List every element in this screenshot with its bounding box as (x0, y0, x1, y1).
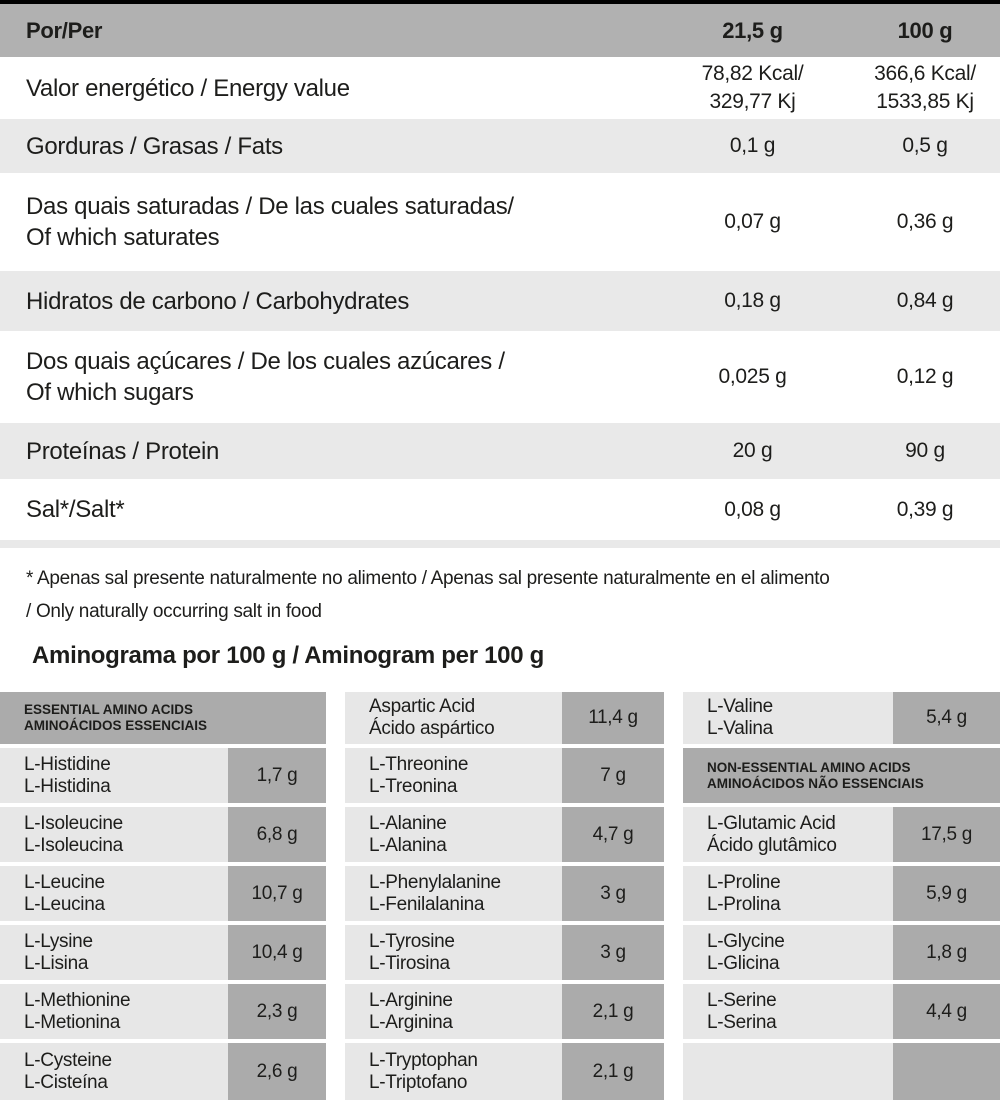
amino-name-cell: L-Arginine L-Arginina (345, 984, 562, 1039)
value-cell: 0,39 g (896, 497, 954, 521)
value-cell: 0,025 g (718, 365, 787, 388)
amino-name-cell: L-Glutamic Acid Ácido glutâmico (683, 807, 893, 862)
amino-name-cell: L-Serine L-Serina (683, 984, 893, 1039)
amino-value-cell: 1,8 g (893, 925, 1000, 980)
amino-value-cell: 2,1 g (562, 984, 664, 1039)
header-label-text: Por/Per (26, 18, 103, 43)
amino-name-cell: Aspartic Acid Ácido aspártico (345, 692, 562, 744)
table-row-energy (0, 57, 1000, 119)
amino-name-cell: L-Alanine L-Alanina (345, 807, 562, 862)
amino-value-cell: 2,6 g (228, 1043, 326, 1100)
table-row-protein (0, 423, 1000, 479)
row-label: Sal*/Salt* (26, 496, 125, 523)
table-row-salt (0, 479, 1000, 540)
value-cell: 90 g (905, 439, 945, 462)
aminogram-table (0, 692, 1000, 1100)
amino-value-cell: 4,7 g (562, 807, 664, 862)
amino-value-cell: 7 g (562, 748, 664, 803)
amino-value-cell: 11,4 g (562, 692, 664, 744)
amino-header-non-essential: NON-ESSENTIAL AMINO ACIDS AMINOÁCIDOS NÃO ESSENCIAIS (683, 748, 1000, 803)
amino-value-cell: 10,7 g (228, 866, 326, 921)
row-label: Valor energético / Energy value (26, 74, 350, 102)
amino-name-cell: L-Isoleucine L-Isoleucina (0, 807, 228, 862)
amino-value-cell: 5,9 g (893, 866, 1000, 921)
value-cell: 0,1 g (729, 134, 776, 157)
amino-name-cell: L-Proline L-Prolina (683, 866, 893, 921)
amino-group-non-essential (683, 692, 1000, 1100)
value-cell: 0,5 g (902, 134, 948, 157)
amino-group-middle (345, 692, 664, 1100)
amino-empty-value-cell (893, 1043, 1000, 1100)
row-label: Dos quais açúcares / De los cuales azúcares / Of which sugars (26, 348, 505, 406)
salt-footnote: * Apenas sal presente naturalmente no alimento / Apenas sal presente naturalmente en el alimento / Only naturally occurring salt in food (26, 568, 830, 622)
table-bottom-stripe (0, 540, 1000, 548)
table-row-carbohydrates (0, 271, 1000, 331)
value-cell: 78,82 Kcal/ 329,77 Kj (701, 62, 804, 113)
amino-name-cell: L-Glycine L-Glicina (683, 925, 893, 980)
value-cell: 0,08 g (724, 497, 781, 521)
header-col-100g: 100 g (897, 17, 953, 43)
table-row-fats (0, 119, 1000, 173)
header-col-21-5g: 21,5 g (722, 17, 783, 43)
amino-value-cell: 3 g (562, 866, 664, 921)
header-label (0, 4, 655, 57)
row-label: Das quais saturadas / De las cuales saturadas/ Of which saturates (26, 193, 514, 251)
nutrition-table (0, 4, 1000, 548)
table-row-sugars (0, 331, 1000, 423)
amino-name-cell: L-Valine L-Valina (683, 692, 893, 744)
amino-value-cell: 2,1 g (562, 1043, 664, 1100)
amino-name-cell: L-Tryptophan L-Triptofano (345, 1043, 562, 1100)
row-label: Gorduras / Grasas / Fats (26, 132, 283, 160)
table-header-row (0, 4, 1000, 57)
amino-name-cell: L-Phenylalanine L-Fenilalanina (345, 866, 562, 921)
row-label: Proteínas / Protein (26, 437, 220, 465)
amino-value-cell: 6,8 g (228, 807, 326, 862)
amino-name-cell: L-Methionine L-Metionina (0, 984, 228, 1039)
aminogram-title: Aminograma por 100 g / Aminogram per 100 g (32, 642, 544, 669)
amino-name-cell: L-Lysine L-Lisina (0, 925, 228, 980)
amino-name-cell: L-Histidine L-Histidina (0, 748, 228, 803)
amino-value-cell: 17,5 g (893, 807, 1000, 862)
amino-name-cell: L-Leucine L-Leucina (0, 866, 228, 921)
amino-value-cell: 2,3 g (228, 984, 326, 1039)
amino-empty-name-cell (683, 1043, 893, 1100)
value-cell: 0,84 g (896, 289, 954, 312)
amino-name-cell: L-Tyrosine L-Tirosina (345, 925, 562, 980)
amino-value-cell: 4,4 g (893, 984, 1000, 1039)
amino-header-essential: ESSENTIAL AMINO ACIDS AMINOÁCIDOS ESSENCIAIS (0, 692, 326, 744)
value-cell: 0,12 g (896, 365, 954, 388)
value-cell: 0,36 g (896, 210, 954, 233)
row-label: Hidratos de carbono / Carbohydrates (26, 287, 410, 315)
table-row-saturates (0, 173, 1000, 271)
amino-group-essential (0, 692, 326, 1100)
amino-value-cell: 3 g (562, 925, 664, 980)
value-cell: 0,18 g (724, 289, 781, 312)
amino-name-cell: L-Threonine L-Treonina (345, 748, 562, 803)
amino-name-cell: L-Cysteine L-Cisteína (0, 1043, 228, 1100)
value-cell: 366,6 Kcal/ 1533,85 Kj (874, 62, 976, 113)
value-cell: 20 g (732, 439, 773, 462)
amino-value-cell: 5,4 g (893, 692, 1000, 744)
amino-value-cell: 10,4 g (228, 925, 326, 980)
amino-value-cell: 1,7 g (228, 748, 326, 803)
value-cell: 0,07 g (724, 210, 781, 233)
